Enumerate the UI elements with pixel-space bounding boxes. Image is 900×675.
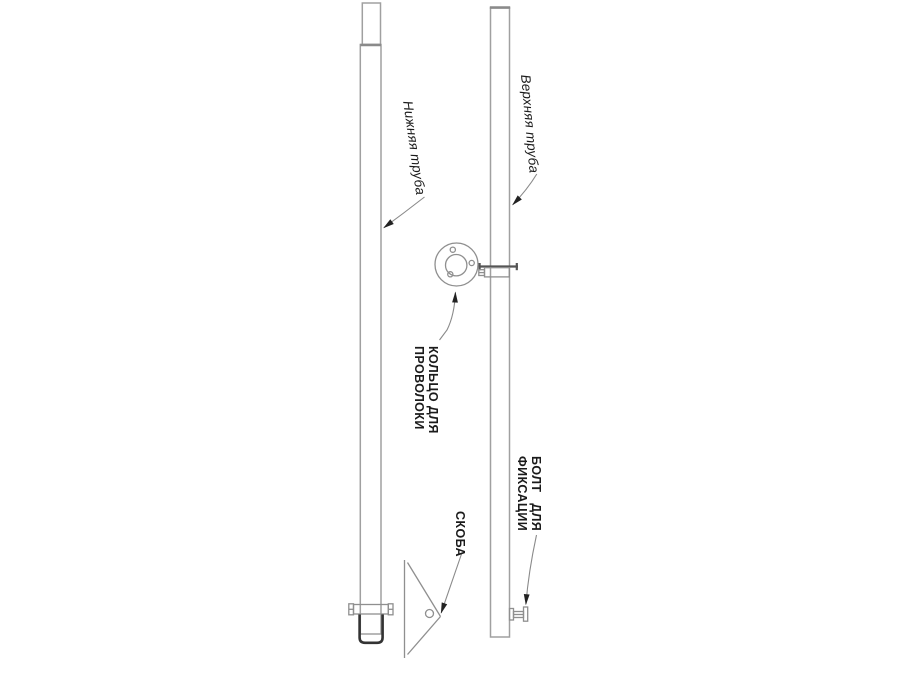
label-upper-pipe: Верхняя труба	[517, 73, 542, 174]
ring-outer-circle	[435, 243, 478, 286]
ring-hole-right	[469, 260, 474, 265]
bolt-knob	[524, 607, 528, 621]
label-fixation-bolt-line1: БОЛТ ДЛЯ	[529, 456, 543, 532]
leader-wire-ring	[440, 293, 456, 341]
bracket-side-view	[405, 560, 441, 658]
ring-collar	[485, 268, 510, 277]
label-fixation-bolt-line2: ФИКСАЦИИ	[515, 456, 529, 532]
label-lower-pipe: Нижняя труба	[400, 99, 429, 196]
label-wire-ring-line2: ПРОВОЛОКИ	[412, 346, 426, 430]
ring-hole-top	[450, 247, 455, 252]
stirrup-u-bracket	[360, 615, 383, 643]
label-wire-ring-line1: КОЛЬЦО ДЛЯ	[426, 346, 440, 434]
leader-bracket	[441, 554, 461, 613]
clamp-plate	[354, 605, 389, 615]
label-bracket: СКОБА	[453, 511, 467, 557]
leader-lower-pipe	[384, 197, 425, 228]
bracket-gusset-top	[408, 563, 441, 617]
wire-ring-side-view	[479, 263, 519, 277]
lower-pipe-body	[360, 45, 381, 635]
fixation-bolt	[510, 607, 528, 621]
label-wire-ring	[412, 346, 440, 434]
bracket-hole	[426, 610, 434, 618]
lower-pipe	[360, 3, 381, 634]
lower-pipe-clamp	[349, 604, 393, 615]
label-fixation-bolt	[515, 456, 543, 531]
lower-pipe-top-section	[362, 3, 380, 45]
upper-pipe	[490, 8, 510, 638]
bracket-gusset-bottom	[408, 617, 441, 655]
leader-fixation-bolt	[526, 535, 537, 604]
upper-pipe-body	[491, 8, 510, 637]
wire-ring-front-view	[435, 243, 478, 286]
leader-upper-pipe	[513, 174, 537, 205]
